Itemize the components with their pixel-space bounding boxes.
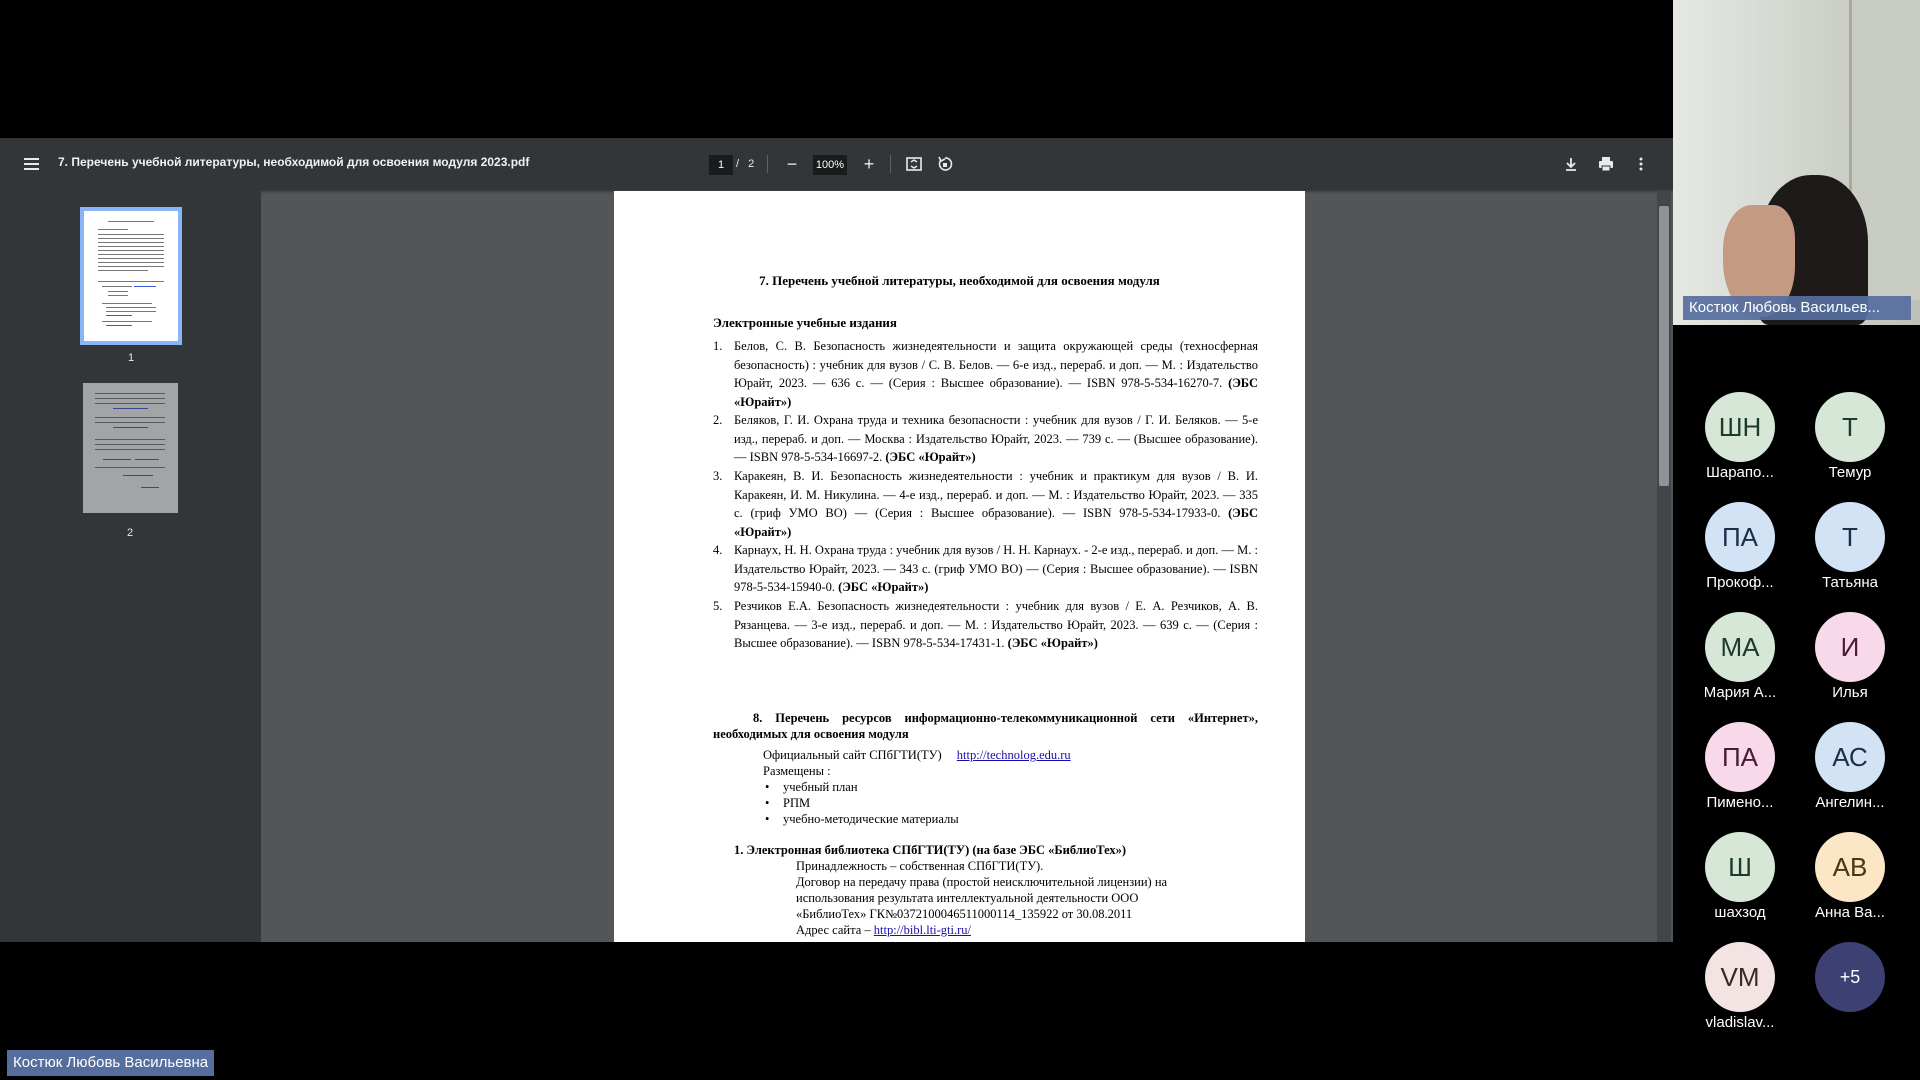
participant-avatar: ШН [1705, 392, 1775, 462]
participant-avatar: ПА [1705, 502, 1775, 572]
participant-name: Мария А... [1703, 684, 1777, 701]
participant-name: Татьяна [1822, 574, 1878, 591]
document-title: 7. Перечень учебной литературы, необходимой для освоения модуля [759, 273, 1160, 288]
participant-name: Ангелин... [1815, 794, 1885, 811]
participant-avatar: Ш [1705, 832, 1775, 902]
bullet-item: • учебный план [783, 779, 858, 795]
participant-tile[interactable] [1795, 722, 1905, 822]
more-participants-count: +5 [1815, 942, 1885, 1012]
fit-to-page-icon[interactable] [903, 153, 925, 175]
participant-tile[interactable] [1685, 722, 1795, 822]
participant-tile[interactable] [1795, 612, 1905, 712]
page-thumbnail-1[interactable] [80, 207, 182, 345]
reference-text: Карнаух, Н. Н. Охрана труда : учебник для вузов / Н. Н. Карнаух. - 2-е изд., перераб. и доп. — М. : Издательство Юрайт, 2023. — 343 с. (гриф УМО ВО) — (Серия : Высшее образование). — ISBN 978-5-534-15940-0. [734, 543, 1258, 594]
participant-name: шахзод [1714, 904, 1766, 921]
official-site-link[interactable]: http://technolog.edu.ru [956, 748, 1071, 762]
toolbar-divider [890, 155, 891, 173]
pdf-file-title: 7. Перечень учебной литературы, необходимой для освоения модуля 2023.pdf [58, 155, 530, 169]
reference-text: Каракеян, В. И. Безопасность жизнедеятельности : учебник и практикум для вузов / В. И. Каракеян, И. М. Никулина. — 4-е изд., перераб. и доп. — М. : Издательство Юрайт, 2023. — 335 с. (гриф УМО ВО) — (Серия : Высшее образование). — ISBN 978-5-534-17933-0. [734, 469, 1258, 520]
participant-avatar: АС [1815, 722, 1885, 792]
zoom-input[interactable]: 100% [813, 155, 847, 175]
zoom-in-button[interactable]: + [863, 153, 875, 174]
library-line: «БиблиоТех» ГК№0372100046511000114_135922 от 30.08.2011 [796, 907, 1133, 921]
participant-avatar: ПА [1705, 722, 1775, 792]
participant-tile[interactable] [1795, 832, 1905, 932]
participant-tile[interactable] [1685, 502, 1795, 602]
participant-name: Анна Ва... [1815, 904, 1885, 921]
participant-avatar: Т [1815, 392, 1885, 462]
participant-name: Темур [1828, 464, 1872, 481]
participant-name: Шарапо... [1706, 464, 1774, 481]
reference-item [713, 411, 1258, 467]
library-line: Договор на передачу права (простой неисключительной лицензии) на [796, 875, 1168, 889]
toolbar-divider [767, 155, 768, 173]
participant-avatar: Т [1815, 502, 1885, 572]
placed-label: Размещены : [763, 764, 831, 778]
section-8-title: 8. Перечень ресурсов информационно-телекоммуникационной сети «Интернет», необходимых для освоения модуля [713, 711, 1258, 741]
library-address-line [796, 922, 971, 938]
document-subtitle: Электронные учебные издания [713, 315, 897, 330]
bullet-item: • РПМ [783, 795, 810, 811]
pdf-scrollbar-thumb[interactable] [1659, 206, 1669, 486]
bullet-item: • учебно-методические материалы [783, 811, 959, 827]
reference-item [713, 541, 1258, 597]
page-thumbnail-2[interactable] [83, 383, 178, 513]
participant-tile[interactable] [1795, 392, 1905, 492]
reference-number: 1. [713, 339, 723, 353]
participant-tile[interactable] [1685, 942, 1795, 1042]
official-site-line [763, 747, 1071, 763]
participant-tile[interactable] [1685, 392, 1795, 492]
reference-text: Белов, С. В. Безопасность жизнедеятельности и защита окружающей среды (техносферная безопасность) : учебник для вузов / С. В. Белов. — 6-е изд., перераб. и доп. — М. : Издательство Юрайт, 2023. — 636 с. — (Серия : Высшее образование). — ISBN 978-5-534-16270-7. [734, 339, 1258, 390]
library-title: 1. Электронная библиотека СПбГТИ(ТУ) (на базе ЭБС «БиблиоТех») [734, 843, 1127, 857]
reference-tag: (ЭБС «Юрайт») [734, 376, 1259, 409]
participant-avatar: АВ [1815, 832, 1885, 902]
library-address-label: Адрес сайта – [796, 923, 871, 937]
reference-tag: (ЭБС «Юрайт») [734, 506, 1258, 539]
reference-item [713, 467, 1258, 541]
more-options-icon[interactable] [1630, 153, 1652, 175]
thumbnail-label-1: 1 [127, 352, 135, 364]
participant-avatar: МА [1705, 612, 1775, 682]
participant-name: Прокоф... [1706, 574, 1774, 591]
reference-number: 4. [713, 543, 723, 557]
participant-avatar: И [1815, 612, 1885, 682]
reference-tag: (ЭБС «Юрайт») [838, 580, 929, 594]
presenter-video[interactable] [1673, 0, 1920, 325]
participant-name: vladislav... [1705, 1014, 1775, 1031]
participant-name: Пимено... [1706, 794, 1774, 811]
thumbnail-label-2: 2 [126, 527, 134, 539]
rotate-icon[interactable] [934, 153, 956, 175]
participant-tile[interactable] [1685, 612, 1795, 712]
page-separator: / [736, 158, 740, 170]
reference-text: Резчиков Е.А. Безопасность жизнедеятельности : учебник для вузов / Е. А. Резчиков, А. В. Рязанцева. — 3-е изд., перераб. и доп. — М. : Издательство Юрайт, 2023. — 639 с. — (Серия : Высшее образование). — ISBN 978-5-534-17431-1. [734, 599, 1258, 650]
participant-tile[interactable] [1795, 502, 1905, 602]
presenter-name-tag: Костюк Любовь Васильев... [1683, 296, 1911, 320]
presenter-figure-bun [1792, 176, 1826, 206]
participant-avatar: VM [1705, 942, 1775, 1012]
library-line: Принадлежность – собственная СПбГТИ(ТУ). [796, 859, 1044, 873]
menu-icon[interactable] [18, 151, 44, 177]
download-icon[interactable] [1560, 153, 1582, 175]
reference-tag: (ЭБС «Юрайт») [1007, 636, 1098, 650]
reference-item [713, 337, 1258, 411]
more-participants-button[interactable] [1795, 942, 1905, 1042]
pdf-page [614, 191, 1305, 942]
print-icon[interactable] [1595, 153, 1617, 175]
page-count [736, 158, 754, 170]
zoom-out-button[interactable]: − [786, 153, 798, 174]
pdf-viewer [0, 138, 1673, 942]
official-site-label: Официальный сайт СПбГТИ(ТУ) [763, 748, 942, 762]
active-speaker-name: Костюк Любовь Васильевна [7, 1050, 214, 1076]
reference-number: 2. [713, 413, 723, 427]
total-pages: 2 [748, 158, 755, 170]
page-number-input[interactable]: 1 [709, 155, 733, 175]
reference-item [713, 597, 1258, 653]
thumbnail-sidebar [0, 190, 261, 942]
pdf-toolbar [0, 138, 1673, 190]
reference-text: Беляков, Г. И. Охрана труда и техника безопасности : учебник для вузов / Г. И. Беляков. — 5-е изд., перераб. и доп. — Москва : Издательство Юрайт, 2023. — 739 с. — (Высшее образование). — ISBN 978-5-534-16697-2. [734, 413, 1258, 464]
participant-tile[interactable] [1685, 832, 1795, 932]
participant-name: Илья [1832, 684, 1868, 701]
reference-number: 5. [713, 599, 723, 613]
reference-tag: (ЭБС «Юрайт») [885, 450, 976, 464]
library-address-link[interactable]: http://bibl.lti-gti.ru/ [873, 923, 972, 937]
library-line: использования результата интеллектуальной деятельности ООО [796, 891, 1139, 905]
reference-number: 3. [713, 469, 723, 483]
